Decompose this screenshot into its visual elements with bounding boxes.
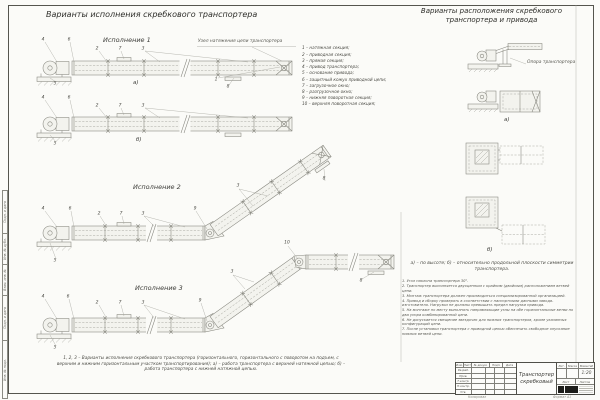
callout-number: 2 <box>95 103 99 109</box>
title-block-left-table <box>456 363 517 394</box>
callout-number: 8 <box>322 176 326 182</box>
note-line: 7. После установки транспортера с приводной цепью обеспечить свободное опускание нижних ветвей цепи. <box>402 327 570 336</box>
note-line: 6. Не допускается смещение звездочек для нижних транспортеров, кроме указанных конфигураций цепи. <box>402 317 567 327</box>
scale-value: 1:20 <box>581 371 592 376</box>
exec1b-drawing <box>37 100 292 142</box>
tb-col-izm: Изм. <box>456 363 463 368</box>
placement-a1-figure <box>468 44 542 73</box>
callout-number: 8 <box>359 278 363 284</box>
margin-label: Инв. № дубл. <box>2 238 7 260</box>
figure-caption: 1, 2, 3 – Варианты исполнения скребкового транспортера (горизонтального, горизонтального с поворотом на подъем, с верхним и нижним горизонтальным участком транспортирования); а) – работа транспортера с верхней натяжной цепью; б) – работа транспортера с нижней натяжной цепью. <box>56 356 346 373</box>
placement-b2-figure <box>466 197 545 244</box>
callout-number: 1 <box>214 77 218 83</box>
legend-item: 9 – нижняя поворотная секция; <box>302 95 372 100</box>
title-block <box>455 362 595 395</box>
kopiroval-label: Копировал <box>468 395 487 400</box>
callout-number: 4 <box>41 294 45 300</box>
note-line: 2. Транспортер выполняется двухцепным с крайним (двойным) расположением ветвей цепи. <box>402 284 570 293</box>
margin-label: Подп. и дата <box>2 307 7 329</box>
title-right-line1: Варианты расположения скребкового <box>420 7 563 15</box>
technical-notes <box>402 279 579 337</box>
placement-a-label: а) <box>504 117 510 123</box>
execution-2-label: Исполнение 2 <box>133 183 181 191</box>
callout-number: 6 <box>67 37 71 43</box>
tb-scale: Масштаб <box>579 363 594 368</box>
placement-a2-figure <box>468 91 540 112</box>
placement-b-label: б) <box>487 247 493 253</box>
callout-number: 5 <box>53 258 57 264</box>
organization-logo <box>557 385 594 394</box>
callout-number: 3 <box>141 300 145 306</box>
format-label: Формат A1 <box>553 395 572 400</box>
callout-number: 6 <box>66 294 70 300</box>
legend-item: 10 – верхняя поворотная секция; <box>302 101 376 106</box>
title-right-line2: транспортера и привода <box>445 16 538 24</box>
note-line: 1. Угол наклона транспортера 30°. <box>402 279 469 283</box>
callout-number: 9 <box>193 206 197 212</box>
callout-number: 4 <box>41 37 45 43</box>
callout-number: 4 <box>41 95 45 101</box>
legend-item: 6 – защитный кожух приводной цепи; <box>302 77 387 82</box>
legend-item: 3 – прямая секция; <box>302 58 344 63</box>
callout-number: 2 <box>97 211 101 217</box>
margin-label: Инв. № подл. <box>2 358 7 381</box>
placement-b1-figure <box>466 143 543 174</box>
tb-col-doc: № докум. <box>472 363 491 367</box>
note-line: 3. Монтаж транспортера должен производиться специализированной организацией. <box>402 293 566 298</box>
tb-row-nkontr: Н.контр. <box>456 384 472 388</box>
tb-row-tkontr: Т.контр. <box>456 379 472 383</box>
callout-number: 7 <box>118 103 122 109</box>
legend-item: 5 – основание привода; <box>302 70 355 75</box>
sheet-title-right <box>408 7 575 25</box>
legend-item: 8 – разгрузочное окно; <box>302 89 353 94</box>
exec1-b-label: б) <box>136 137 142 143</box>
logo-text-block <box>565 386 578 393</box>
callout-number: 5 <box>53 345 57 351</box>
tb-col-podp: Подп. <box>490 363 503 367</box>
tb-col-list: Лист <box>463 363 471 368</box>
callout-number: 9 <box>198 298 202 304</box>
legend-item: 7 – загрузочное окно; <box>302 83 350 88</box>
tb-lit: Лит. <box>557 363 567 368</box>
callout-number: 8 <box>226 84 230 90</box>
tb-listov: Листов <box>579 379 590 384</box>
legend-item: 4 – привод транспортера; <box>302 64 360 69</box>
execution-3-label: Исполнение 3 <box>135 284 183 292</box>
sheet-title-left: Варианты исполнения скребкового транспортера <box>46 10 258 19</box>
legend-item: 2 – приводная секция; <box>302 52 352 57</box>
margin-label: Подп. и дата <box>2 201 7 223</box>
callout-number: 3 <box>141 211 145 217</box>
document-name-line1: Транспортер <box>518 372 555 378</box>
callout-number: 7 <box>118 300 122 306</box>
document-name <box>517 363 557 394</box>
left-margin-stamps <box>2 190 9 395</box>
callout-number: 2 <box>95 300 99 306</box>
exec3-drawing <box>37 246 394 346</box>
execution-1-label: Исполнение 1 <box>103 36 151 44</box>
callout-number: 2 <box>95 46 99 52</box>
legend-item: 1 – натяжная секция; <box>302 45 350 50</box>
callout-number: 7 <box>119 211 123 217</box>
margin-label: Взам. инв. № <box>2 269 7 291</box>
note-line: 4. Привод и сборку проверять в соответствии с паспортными данными завода-изготовителя. Нагрузки не должны превышать предел нагрузки привода. <box>402 298 554 308</box>
tb-row-razrab: Разраб. <box>456 368 472 372</box>
tb-row-prov: Пров. <box>456 374 472 378</box>
support-label: Опора транспортера <box>527 60 576 65</box>
callout-number: 3 <box>141 46 145 52</box>
callout-number: 7 <box>118 46 122 52</box>
callout-number: 3 <box>141 103 145 109</box>
title-block-right-table <box>557 363 594 394</box>
tb-mass: Масса <box>567 363 579 368</box>
document-name-line2: скребковый <box>520 378 553 385</box>
callout-number: 6 <box>67 95 71 101</box>
exec1a-drawing <box>37 42 292 86</box>
callout-number: 10 <box>284 240 290 246</box>
callout-number: 3 <box>230 269 234 275</box>
logo-fine-print <box>579 386 593 393</box>
exec1-a-label: а) <box>133 80 139 86</box>
callout-number: 3 <box>236 183 240 189</box>
tension-unit-label: Узел натяжения цепи транспортера <box>198 39 283 44</box>
callout-number: 6 <box>68 206 72 212</box>
tb-col-data: Дата <box>505 363 514 368</box>
callout-number: 5 <box>53 141 57 147</box>
placement-variants-note: а) – по высоте; б) – относительно продольной плоскости симметрии транспортера. <box>410 261 574 272</box>
callout-number: 4 <box>41 206 45 212</box>
callout-number: 5 <box>53 81 57 87</box>
tb-list: Лист <box>557 379 576 384</box>
note-line: 5. На монтаже по месту выполнять направляющие узлы на обе горизонтальные ветви по два упора комбинированной цепи. <box>402 308 574 317</box>
logo-mark-icon <box>558 386 564 393</box>
tb-row-utv: Утв. <box>456 390 472 394</box>
